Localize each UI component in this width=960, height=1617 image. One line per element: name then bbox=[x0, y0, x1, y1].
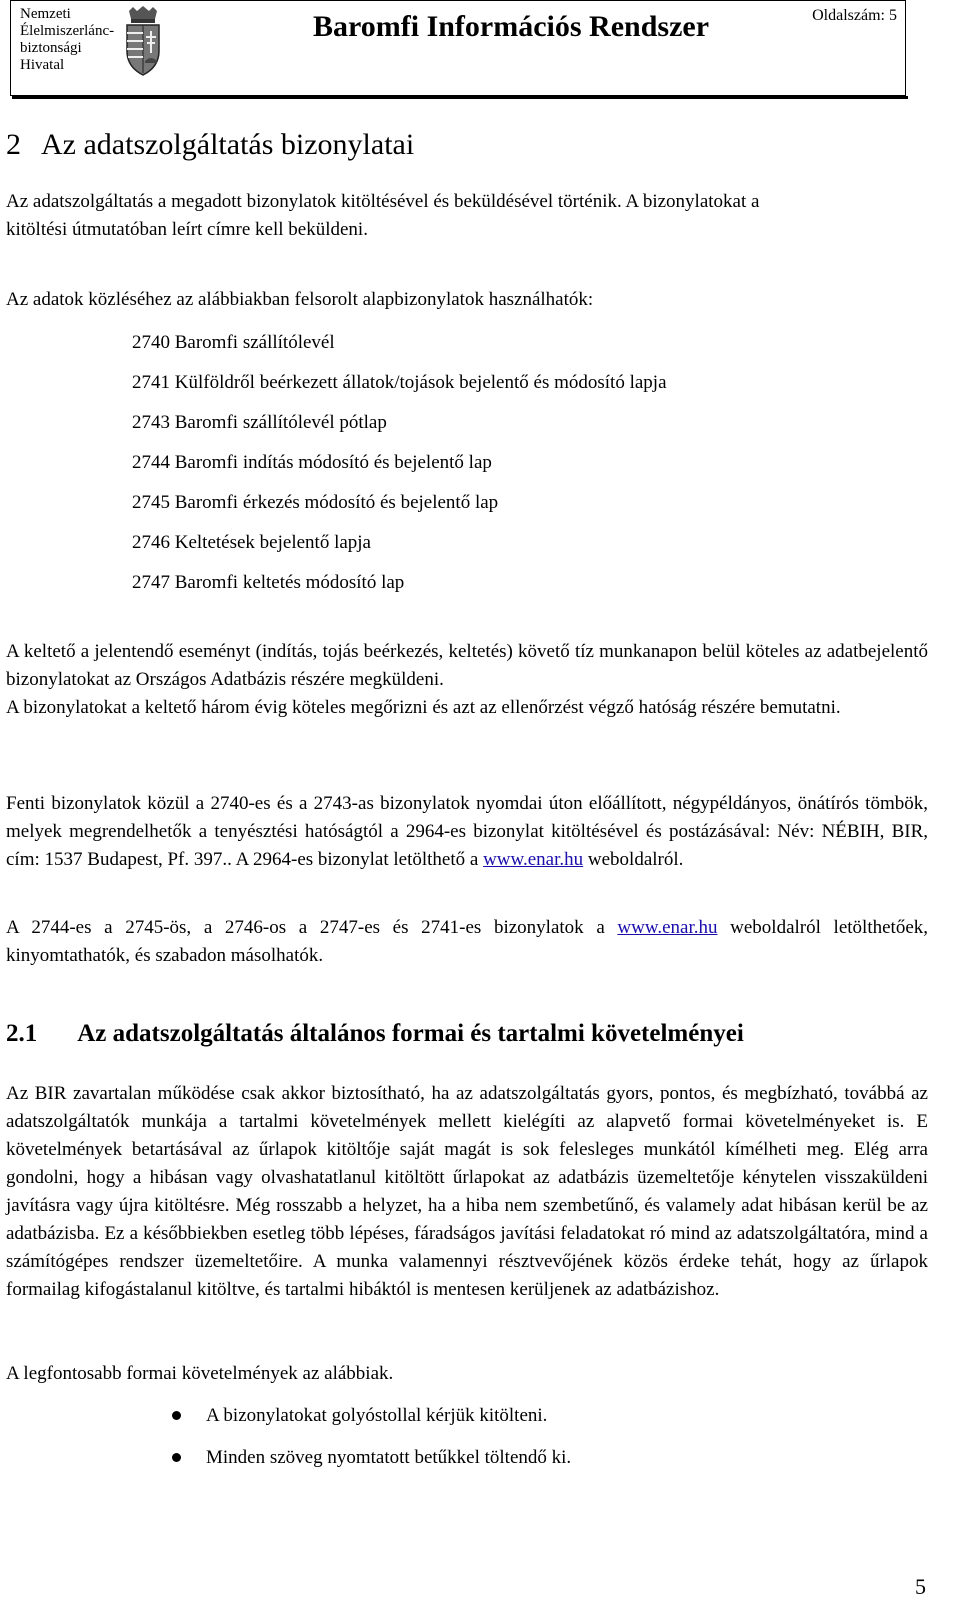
bullet-text: A bizonylatokat golyóstollal kérjük kitölteni. bbox=[206, 1405, 548, 1426]
requirements-list bbox=[166, 1402, 571, 1486]
enar-link[interactable]: www.enar.hu bbox=[483, 849, 584, 870]
printed-forms-paragraph bbox=[6, 790, 928, 874]
section-title: Az adatszolgáltatás bizonylatai bbox=[41, 128, 415, 161]
subsection-number: 2.1 bbox=[6, 1020, 38, 1047]
org-line: Nemzeti bbox=[20, 6, 71, 22]
requirements-paragraph: Az BIR zavartalan működése csak akkor biztosítható, ha az adatszolgáltatás gyors, pontos, és megbízható, továbbá az adatszolgáltatók munkája a tartalmi követelmények mellett kielégíti az alapvető formai követelményeket is. E követelmények betartásával az űrlapok kitöltője saját magát is sok felesleges munkától kímélheti meg. Elég arra gondolni, hogy a hibásan vagy olvashatatlanul kitöltött űrlapokat az adatbázis üzemeltetője kénytelen visszaküldeni javításra vagy újra kitöltésre. Még rosszabb a helyzet, ha a hiba nem szembetűnő, és valamely adat hibásan kerül be az adatbázisba. Ez a későbbiekben esetleg több lépéses, fáradságos javítási feladatokat ró mind az adatszolgáltatóra, mind a számítógépes rendszer üzemeltetőire. A munka valamennyi résztvevőjének közös érdeke tehát, hogy az űrlapok formailag kifogástalanul kitöltve, és tartalmi hibáktól is mentesen kerüljenek az adatbázishoz. bbox=[6, 1083, 928, 1300]
list-item: 2745 Baromfi érkezés módosító és bejelentő lap bbox=[132, 492, 499, 513]
paragraph-text: weboldalról. bbox=[587, 849, 684, 870]
section-number: 2 bbox=[6, 128, 21, 161]
org-line: Hivatal bbox=[20, 57, 65, 73]
system-title: Baromfi Információs Rendszer bbox=[312, 10, 710, 43]
org-line: Élelmiszerlánc- bbox=[20, 23, 115, 39]
paragraph-text: A 2744-es a 2745-ös, a 2746-os a 2747-es és 2741-es bizonylatok a bbox=[6, 917, 605, 938]
deadline-paragraph: A keltető a jelentendő eseményt (indítás, tojás beérkezés, keltetés) követő tíz munkanapon belül köteles az adatbejelentő bizonylatokat az Országos Adatbázis részére megküldeni. bbox=[6, 641, 928, 690]
paragraph-text: weboldalról letölthetőek, kinyomtathatók, és szabadon másolhatók. bbox=[6, 917, 929, 966]
requirements-intro: A legfontosabb formai követelmények az alábbiak. bbox=[6, 1363, 394, 1384]
downloadable-forms-paragraph bbox=[6, 914, 928, 970]
footer-page-number: 5 bbox=[915, 1574, 926, 1599]
forms-list-intro: Az adatok közléséhez az alábbiakban felsorolt alapbizonylatok használhatók: bbox=[6, 289, 594, 310]
list-item: 2744 Baromfi indítás módosító és bejelentő lap bbox=[132, 452, 492, 473]
list-item bbox=[166, 1444, 571, 1486]
coat-of-arms-icon bbox=[121, 5, 165, 77]
list-item bbox=[166, 1402, 571, 1444]
subsection-title: Az adatszolgáltatás általános formai és tartalmi követelményei bbox=[77, 1020, 744, 1047]
org-line: biztonsági bbox=[20, 40, 82, 56]
section-heading bbox=[6, 128, 414, 162]
list-item: 2743 Baromfi szállítólevél pótlap bbox=[132, 412, 387, 433]
forms-list bbox=[132, 323, 667, 603]
intro-paragraph: Az adatszolgáltatás a megadott bizonylatok kitöltésével és beküldésével történik. A bizonylatokat a kitöltési útmutatóban leírt címre kell beküldeni. bbox=[6, 191, 760, 240]
list-item: 2740 Baromfi szállítólevél bbox=[132, 332, 335, 353]
bullet-icon bbox=[172, 1411, 181, 1420]
retention-paragraph: A bizonylatokat a keltető három évig köteles megőrizni és azt az ellenőrzést végző hatóság részére bemutatni. bbox=[6, 697, 841, 718]
header-divider bbox=[12, 96, 908, 99]
page-number-label: Oldalszám: 5 bbox=[812, 7, 897, 24]
bullet-icon bbox=[172, 1453, 181, 1462]
list-item: 2747 Baromfi keltetés módosító lap bbox=[132, 572, 405, 593]
paragraph-text: Fenti bizonylatok közül a 2740-es és a 2743-as bizonylatok nyomdai úton előállított, négypéldányos, önátírós tömbök, melyek megrendelhetők a tenyésztési hatóságtól a 2964-es bizonylat kitöltésével és postázásával: Név: NÉBIH, BIR, cím: 1537 Budapest, Pf. 397.. A 2964-es bizonylat letölthető a bbox=[6, 793, 928, 870]
bullet-text: Minden szöveg nyomtatott betűkkel töltendő ki. bbox=[206, 1447, 572, 1468]
list-item: 2741 Külföldről beérkezett állatok/tojások bejelentő és módosító lapja bbox=[132, 372, 667, 393]
organization-name bbox=[20, 6, 120, 74]
enar-link[interactable]: www.enar.hu bbox=[617, 917, 718, 938]
subsection-heading bbox=[6, 1020, 744, 1048]
list-item: 2746 Keltetések bejelentő lapja bbox=[132, 532, 371, 553]
page-header bbox=[10, 0, 906, 96]
